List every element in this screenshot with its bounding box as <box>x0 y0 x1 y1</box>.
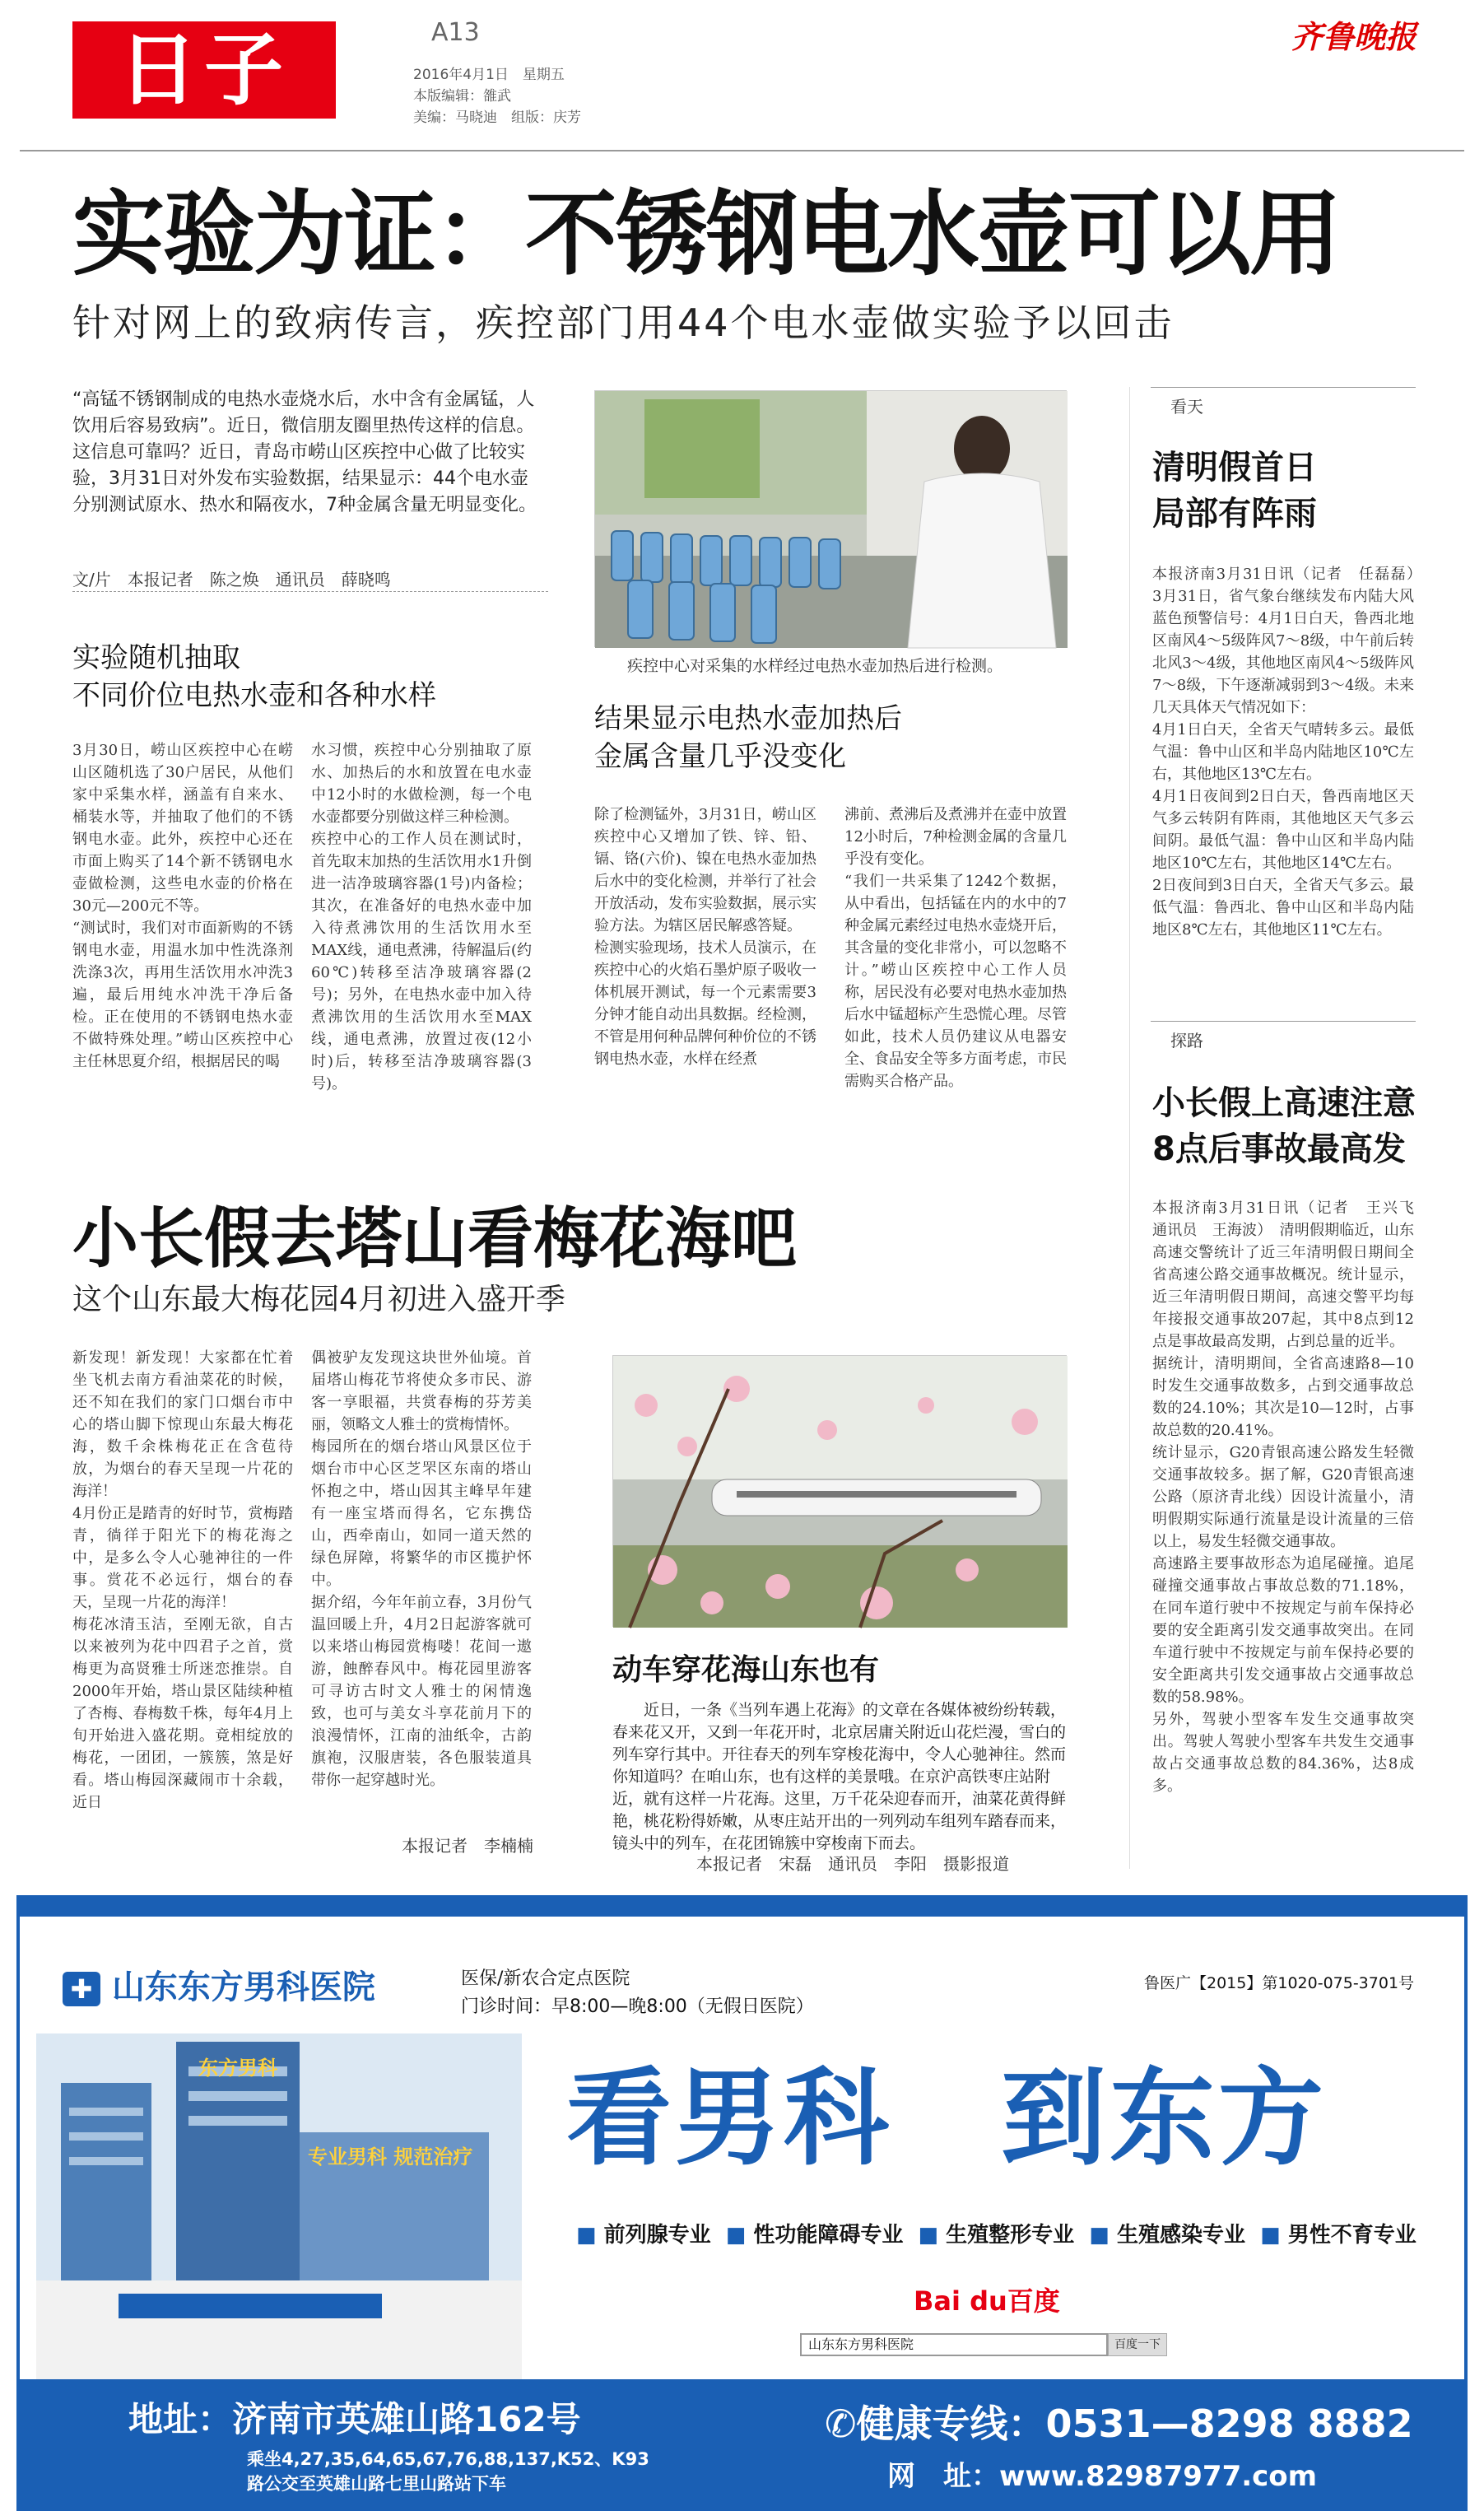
ad-bus-routes: 乘坐4,27,35,64,65,67,76,88,137,K52、K93路公交至英雄山路七里山路站下车 <box>247 2449 649 2494</box>
lab-photo <box>594 390 1067 647</box>
weather-text: 本报济南3月31日讯（记者 任磊磊） 3月31日，省气象台继续发布内陆大风蓝色预警信号：4月1日白天，鲁西北地区南风4～5级阵风7～8级，中午前后转北风3～4级，其他地区南风4～5级阵风7～8级，下午逐渐减弱到3～4级。未来几天具体天气情况如下： 4月1日白天，全省天气晴转多云。最低气温：鲁中山区和半岛内陆地区10℃左右，其他地区13℃左右。 4月1日夜间到2日白天，鲁西南地区天气多云转阴有阵雨，其他地区天气多云间阴。最低气温：鲁中山区和半岛内陆地区10℃左右，其他地区14℃左右。 2日夜间到3日白天，全省天气多云。最低气温：鲁西北、鲁中山区和半岛内陆地区8℃左右，其他地区11℃左右。 <box>1152 566 1414 939</box>
date-line: 2016年4月1日 星期五 <box>413 67 565 83</box>
ad-address: 地址：济南市英雄山路162号 <box>128 2399 581 2439</box>
hospital-logo-icon: ✚ <box>63 1972 100 2006</box>
edition-info <box>413 64 581 128</box>
hospital-name: ✚ 山东东方男科医院 <box>63 1961 375 2008</box>
section-logo: 日子 <box>72 21 336 119</box>
story2-subhead: 这个山东最大梅花园4月初进入盛开季 <box>72 1283 565 1316</box>
story2-col2: 偶被驴友发现这块世外仙境。首届塔山梅花节将使众多市民、游客一享眼福，共赏春梅的芬芳美丽，领略文人雅士的赏梅情怀。 梅园所在的烟台塔山风景区位于烟台市中心区芝罘区东南的塔山怀抱之中，塔山因其主峰早年建有一座宝塔而得名，它东携岱山，西牵南山，如同一道天然的绿色屏障，将繁华的市区揽护怀中。 据介绍，今年年前立春，3月份气温回暖上升，4月2日起游客就可以来塔山梅园赏梅喽！花间一遨游，蝕醉春风中。梅花园里游客可寻访古时文人雅士的闲情逸致，也可与美女斗享花前月下的浪漫情怀，江南的油纸伞，古韵旗袍，汉服唐装，各色服装道具带你一起穿越时光。 <box>311 1349 532 1789</box>
story2-credit: 本报记者 李楠楠 <box>402 1836 533 1856</box>
baidu-logo: Bai du百度 <box>914 2285 1060 2317</box>
clinic-hours: 门诊时间：早8:00—晚8:00（无假日医院） <box>461 1996 814 2017</box>
phone-icon: ✆ <box>825 2402 857 2446</box>
weather-tag: 看天 <box>1170 397 1203 417</box>
ad-slogan: 看男科 到东方 <box>566 2057 1328 2180</box>
story1-section2-title: 结果显示电热水壶加热后 金属含量几乎没变化 <box>594 702 902 773</box>
story1-col4: 沸前、煮沸后及煮沸并在壶中放置12小时后，7种检测金属的含量几乎没有变化。 “我们一共采集了1242个数据，从中看出，包括锰在内的水中的7种金属元素经过电热水壶烧开后，其含量的变化非常小，可以忽略不计。”崂山区疾控中心工作人员称，居民没有必要对电热水壶加热后水中锰超标产生恐慌心理。尽管如此，技术人员仍建议从电器安全、食品安全等多方面考虑，市民需购买合格产品。 <box>844 806 1067 1090</box>
lab-photo-caption: 疾控中心对采集的水样经过电热水壶加热后进行检测。 <box>627 657 1003 675</box>
editor-line: 本版编辑：雒武 <box>413 88 511 105</box>
bullet-icon: ■ <box>1260 2223 1281 2248</box>
search-input[interactable]: 山东东方男科医院 <box>800 2333 1108 2356</box>
photo-story-text: 近日，一条《当列车遇上花海》的文章在各媒体被纷纷转载，春来花又开，又到一年花开时，北京居庸关附近山花烂漫，雪白的列车穿行其中。开往春天的列车穿梭花海中，令人心驰神往。然而你知道吗？在咱山东，也有这样的美景哦。在京沪高铁枣庄站附近，就有这样一片花海。这里，万千花朵迎春而开，油菜花黄得鲜艳，桃花粉得娇嫩，从枣庄站开出的一列列动车组列车踏春而来，镜头中的列车，在花团锦簇中穿梭南下而去。 <box>612 1701 1067 1852</box>
main-subhead: 针对网上的致病传言，疾控部门用44个电水壶做实验予以回击 <box>72 300 1175 345</box>
train-flower-photo <box>612 1355 1067 1627</box>
main-headline: 实验为证：不锈钢电水壶可以用 <box>72 181 1340 288</box>
story2-headline: 小长假去塔山看梅花海吧 <box>72 1200 797 1277</box>
story2-col1: 新发现！新发现！大家都在忙着坐飞机去南方看油菜花的时候，还不知在我们的家门口烟台市中心的塔山脚下惊现山东最大梅花海，数千余株梅花正在含苞待放，为烟台的春天呈现一片花的海洋！ 4月份正是踏青的好时节，赏梅踏青，徜徉于阳光下的梅花海之中，是多么令人心驰神往的一件事。赏花不必远行，烟台的春天，呈现一片花的海洋！ 梅花冰清玉洁，至刚无欲，自古以来被列为花中四君子之首，赏梅更为高贤雅士所迷恋推崇。自2000年开始，塔山景区陆续种植了杏梅、春梅数千株，每年4月上旬开始进入盛花期。竟相绽放的梅花，一团团，一簇簇，煞是好看。塔山梅园深藏闹市十余载，近日 <box>72 1349 293 1811</box>
building-banner: 专业男科 规范治疗 <box>308 2145 473 2169</box>
bullet-icon: ■ <box>725 2223 747 2248</box>
photo-story-credit: 本报记者 宋磊 通讯员 李阳 摄影报道 <box>696 1854 1009 1874</box>
story1-byline: 文/片 本报记者 陈之焕 通讯员 薛晓鸣 <box>72 570 391 589</box>
building-sign: 东方男科 <box>198 2057 277 2080</box>
bullet-icon: ■ <box>1089 2223 1110 2248</box>
hospital-building <box>36 2033 522 2379</box>
page-number: A13 <box>431 18 480 47</box>
newspaper-brand: 齐鲁晚报 <box>1291 18 1417 55</box>
masthead-divider <box>20 150 1464 151</box>
specialty-list: ■ 前列腺专业 ■ 性功能障碍专业 ■ 生殖整形专业 ■ 生殖感染专业 ■ 男性不育专业 <box>576 2223 1417 2248</box>
story1-col3: 除了检测锰外，3月31日，崂山区疾控中心又增加了铁、锌、铅、镉、铬(六价)、镍在电热水壶加热后水中的变化检测，并举行了社会开放活动，发布实验数据，展示实验方法。为辖区居民解惑答疑。 检测实验现场，技术人员演示，在疾控中心的火焰石墨炉原子吸收一体机展开测试，每一个元素需要3分钟才能自动出具数据。经检测，不管是用何种品牌何种价位的不锈钢电热水壶，水样在经煮 <box>594 806 816 1068</box>
sidebar-divider-2 <box>1151 1021 1416 1022</box>
traffic-tag: 探路 <box>1170 1031 1203 1051</box>
ad-hotline: ✆健康专线：0531—8298 8882 <box>825 2402 1413 2446</box>
traffic-text: 本报济南3月31日讯（记者 王兴飞 通讯员 王海波） 清明假期临近，山东高速交警统计了近三年清明假日期间全省高速公路交通事故概况。统计显示，近三年清明假日期间，高速交警平均每年接报交通事故207起，其中8点到12点是事故最高发期，占到总量的近半。 据统计，清明期间，全省高速路8—10时发生交通事故数多，占到交通事故总数的24.10%；其次是10—12时，占事故总数的20.41%。 统计显示，G20青银高速公路发生轻微交通事故较多。据了解，G20青银高速公路（原济青北线）因设计流量小，清明假期实际通行流量是设计流量的三倍以上，易发生轻微交通事故。 高速路主要事故形态为追尾碰撞。追尾碰撞交通事故占事故总数的71.18%，在同车道行驶中不按规定与前车保持必要的安全距离引发交通事故突出。在同车道行驶中不按规定与前车保持必要的安全距离共引发交通事故占交通事故总数的58.98%。 另外，驾驶小型客车发生交通事故突出。驾驶人驾驶小型客车共发生交通事故占交通事故总数的84.36%，达8成多。 <box>1152 1200 1414 1795</box>
story1-lede: “高锰不锈钢制成的电热水壶烧水后，水中含有金属锰，人饮用后容易致病”。近日，微信朋友圈里热传这样的信息。这信息可靠吗？近日，青岛市崂山区疾控中心做了比较实验，3月31日对外发布实验数据，结果显示：44个电水壶分别测试原水、热水和隔夜水，7种金属含量无明显变化。 <box>72 389 537 515</box>
story1-col2: 水习惯，疾控中心分别抽取了原水、加热后的水和放置在电水壶中12小时的水做检测，每一个电水壶都要分别做这样三种检测。 疾控中心的工作人员在测试时，首先取末加热的生活饮用水1升倒进一洁净玻璃容器(1号)内备检；其次，在准备好的电热水壶中加入待煮沸饮用的生活饮用水至MAX线，通电煮沸，待解温后(约60℃)转移至洁净玻璃容器(2号)；另外，在电热水壶中加入待煮沸饮用的生活饮用水至MAX线，通电煮沸，放置过夜(12小时)后，转移至洁净玻璃容器(3号)。 <box>311 742 532 1092</box>
traffic-headline: 小长假上高速注意 8点后事故最高发 <box>1152 1084 1416 1168</box>
bullet-icon: ■ <box>918 2223 939 2248</box>
search-button[interactable]: 百度一下 <box>1108 2333 1167 2356</box>
story1-col1: 3月30日，崂山区疾控中心在崂山区随机选了30户居民，从他们家中采集水样，涵盖有自来水、桶装水等，并抽取了他们的不锈钢电水壶。此外，疾控中心还在市面上购买了14个新不锈钢电水壶做检测，这些电水壶的价格在30元—200元不等。 “测试时，我们对市面新购的不锈钢电水壶，用温水加中性洗涤剂洗涤3次，再用生活饮用水冲洗3遍，最后用纯水冲洗干净后备检。正在使用的不锈钢电热水壶不做特殊处理。”崂山区疾控中心主任林思夏介绍，根据居民的喝 <box>72 742 293 1070</box>
photo-story-title: 动车穿花海山东也有 <box>612 1653 880 1687</box>
byline-divider <box>72 591 548 592</box>
ad-license: 鲁医广【2015】第1020-075-3701号 <box>1144 1974 1415 1992</box>
insurance-note: 医保/新农合定点医院 <box>461 1968 630 1989</box>
sidebar-divider <box>1151 387 1416 388</box>
ad-website: 网 址：www.82987977.com <box>887 2460 1318 2493</box>
art-line: 美编：马晓迪 组版：庆芳 <box>413 109 581 126</box>
weather-headline: 清明假首日 局部有阵雨 <box>1152 449 1317 533</box>
column-rule <box>1129 387 1130 1869</box>
story1-section1-title: 实验随机抽取 不同价位电热水壶和各种水样 <box>72 641 436 712</box>
bullet-icon: ■ <box>576 2223 597 2248</box>
